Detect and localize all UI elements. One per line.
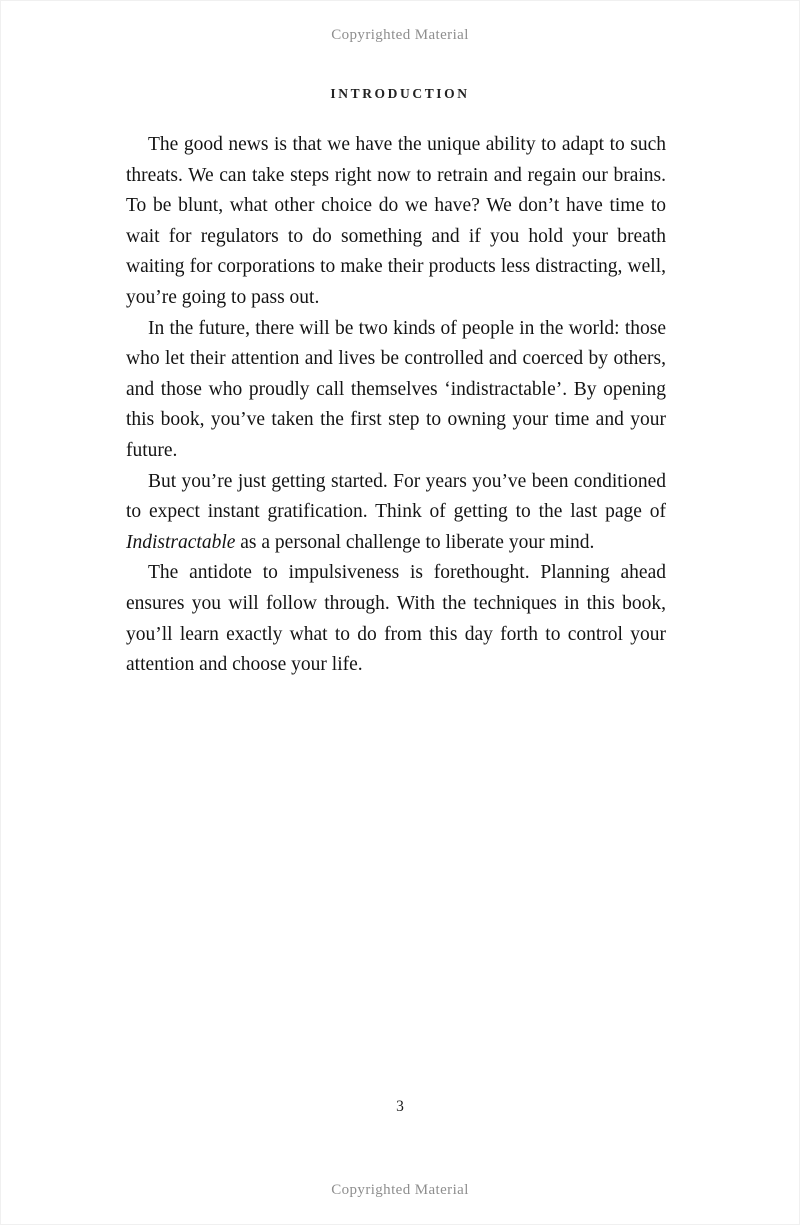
copyright-notice-bottom: Copyrighted Material bbox=[331, 1182, 469, 1198]
paragraph-3-text-before: But you’re just getting started. For years you’ve been conditioned to expect instant gratification. Think of getting to the last page of bbox=[126, 470, 666, 523]
paragraph-4: The antidote to impulsiveness is forethought. Planning ahead ensures you will follow through. With the techniques in this book, you’ll learn exactly what to do from this day forth to control your attention and choose your life. bbox=[126, 562, 666, 676]
paragraph-1: The good news is that we have the unique ability to adapt to such threats. We can take steps right now to retrain and regain our brains. To be blunt, what other choice do we have? We don’t have time to wait for regulators to do something and if you hold your breath waiting for corporations to make their products less distracting, well, you’re going to pass out. bbox=[126, 134, 666, 308]
book-title-italic: Indistractable bbox=[126, 531, 236, 553]
paragraph-2: In the future, there will be two kinds of people in the world: those who let their attention and lives be controlled and coerced by others, and those who proudly call themselves ‘indistractable’. By opening this book, you’ve taken the first step to owning your time and your future. bbox=[126, 317, 666, 461]
page-number: 3 bbox=[396, 1098, 404, 1115]
paragraph-3 bbox=[126, 467, 666, 559]
copyright-notice-top: Copyrighted Material bbox=[331, 27, 469, 43]
body-text bbox=[126, 130, 666, 681]
chapter-header: INTRODUCTION bbox=[330, 86, 470, 101]
paragraph-3-text-after: as a personal challenge to liberate your mind. bbox=[235, 531, 595, 553]
